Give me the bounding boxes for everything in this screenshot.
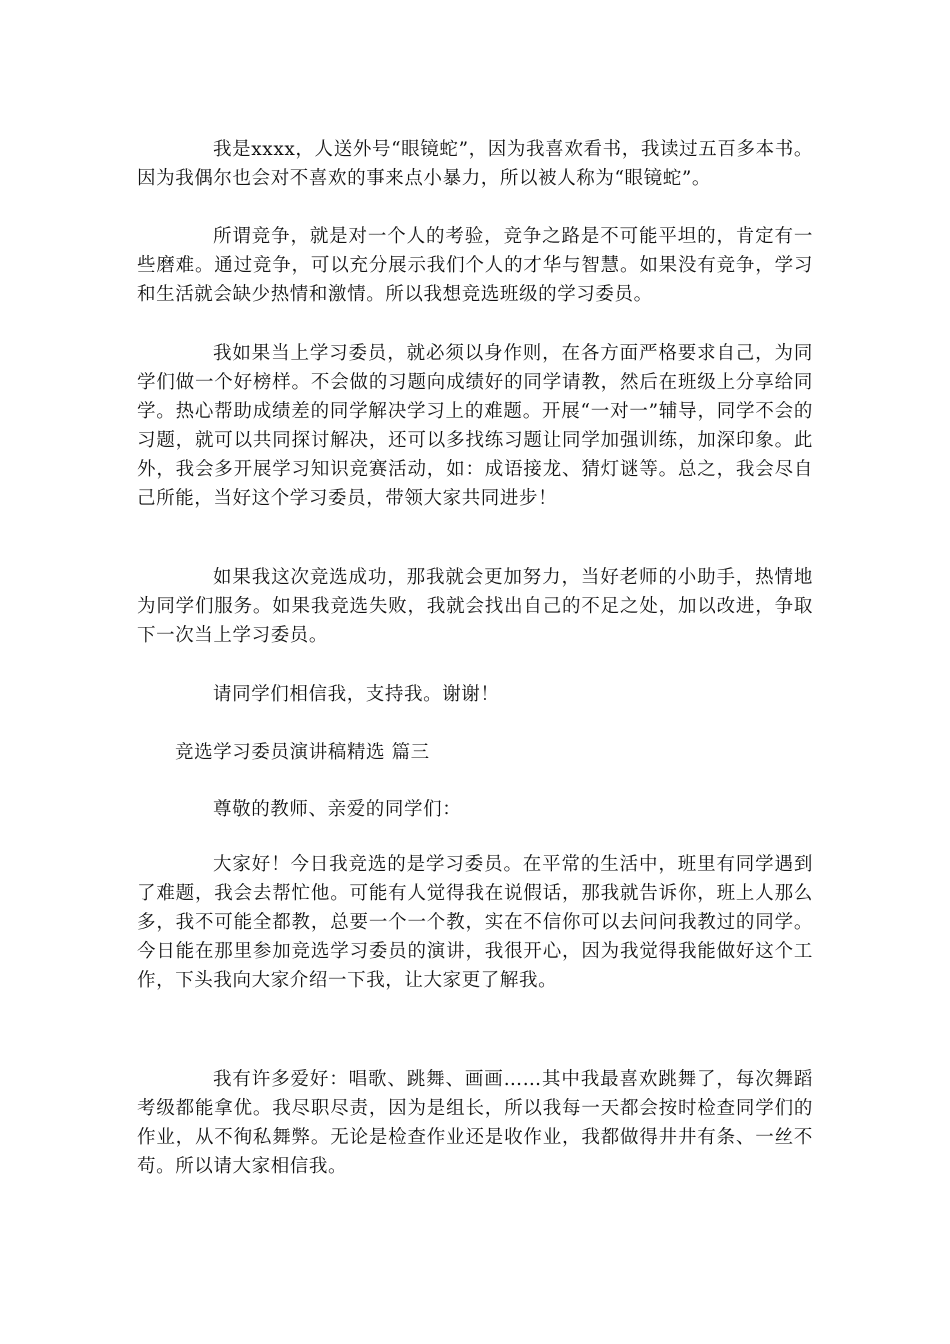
paragraph-greeting: 大家好！今日我竞选的是学习委员。在平常的生活中，班里有同学遇到了难题，我会去帮忙他。可能有人觉得我在说假话，那我就告诉你，班上人那么多，我不可能全都教，总要一个一个教，实在不信你可以去问问我教过的同学。今日能在那里参加竞选学习委员的演讲，我很开心，因为我觉得我能做好这个工作，下头我向大家介绍一下我，让大家更了解我。 [137, 854, 813, 991]
section-heading: 竞选学习委员演讲稿精选 篇三 [175, 742, 430, 763]
paragraph-thanks: 请同学们相信我，支持我。谢谢！ [213, 684, 500, 705]
paragraph-competition: 所谓竞争，就是对一个人的考验，竞争之路是不可能平坦的，肯定有一些磨难。通过竞争，可以充分展示我们个人的才华与智慧。如果没有竞争，学习和生活就会缺少热情和激情。所以我想竞选班级的学习委员。 [137, 226, 813, 305]
paragraph-duties: 我如果当上学习委员，就必须以身作则，在各方面严格要求自己，为同学们做一个好榜样。不会做的习题向成绩好的同学请教，然后在班级上分享给同学。热心帮助成绩差的同学解决学习上的难题。开展“一对一”辅导，同学不会的习题，就可以共同探讨解决，还可以多找练习题让同学加强训练，加深印象。此外，我会多开展学习知识竞赛活动，如：成语接龙、猜灯谜等。总之，我会尽自己所能，当好这个学习委员，带领大家共同进步！ [137, 343, 813, 509]
paragraph-intro: 我是xxxx，人送外号“眼镜蛇”，因为我喜欢看书，我读过五百多本书。因为我偶尔也会对不喜欢的事来点小暴力，所以被人称为“眼镜蛇”。 [137, 139, 813, 189]
paragraph-hobbies: 我有许多爱好：唱歌、跳舞、画画……其中我最喜欢跳舞了，每次舞蹈考级都能拿优。我尽职尽责，因为是组长，所以我每一天都会按时检查同学们的作业，从不徇私舞弊。无论是检查作业还是收作业，我都做得井井有条、一丝不苟。所以请大家相信我。 [137, 1069, 813, 1177]
salutation: 尊敬的教师、亲爱的同学们： [213, 799, 462, 820]
paragraph-outcome: 如果我这次竞选成功，那我就会更加努力，当好老师的小助手，热情地为同学们服务。如果我竞选失败，我就会找出自己的不足之处，加以改进，争取下一次当上学习委员。 [137, 567, 813, 646]
